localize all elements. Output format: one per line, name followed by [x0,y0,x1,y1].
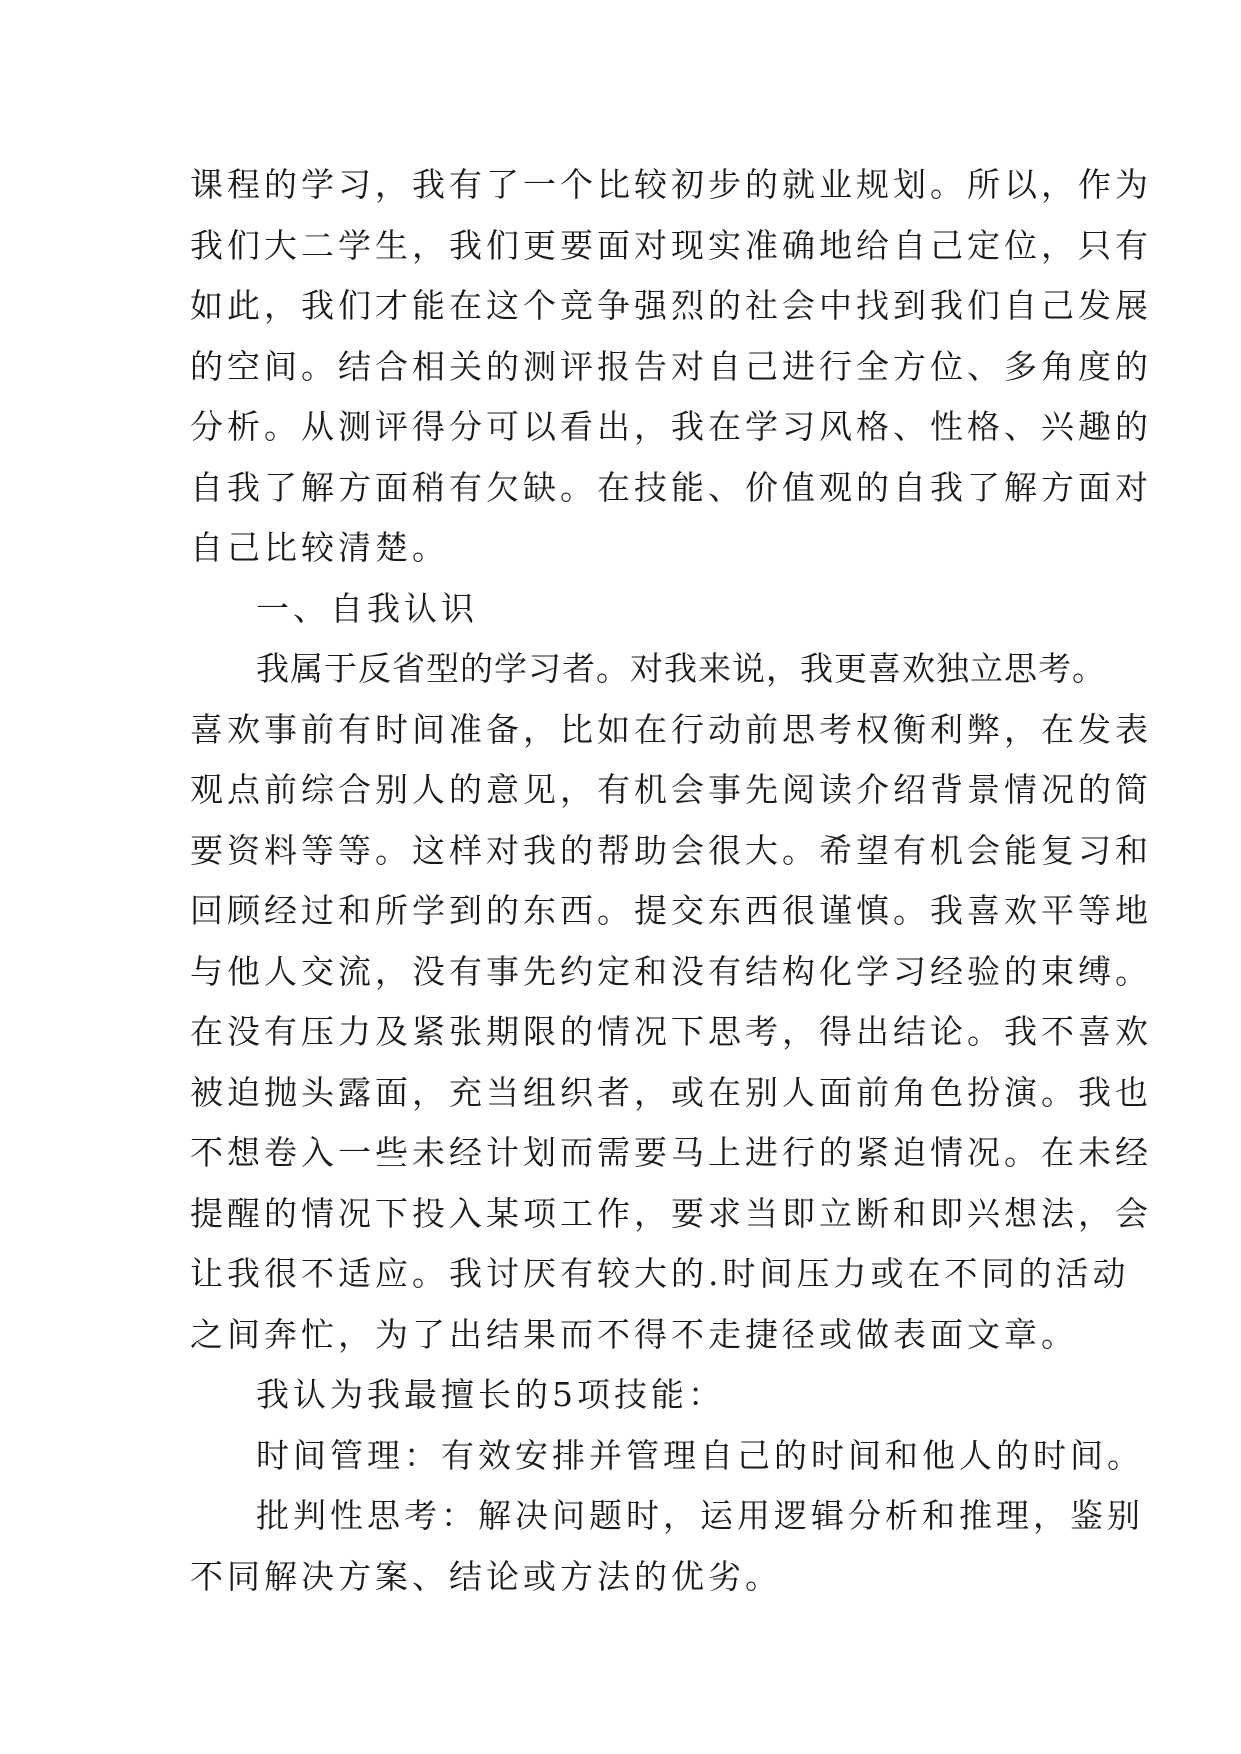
text-line: 不想卷入一些未经计划而需要马上进行的紧迫情况。在未经 [190,1133,1152,1172]
text-line: 课程的学习，我有了一个比较初步的就业规划。所以，作为 [190,165,1152,204]
text-line: 的空间。结合相关的测评报告对自己进行全方位、多角度的 [190,346,1152,386]
text-line: 让我很不适应。我讨厌有较大的.时间压力或在不同的活动 [190,1254,1130,1293]
text-line: 自己比较清楚。 [190,528,449,567]
text-line: 喜欢事前有时间准备，比如在行动前思考权衡利弊，在发表 [190,709,1152,749]
text-line: 自我了解方面稍有欠缺。在技能、价值观的自我了解方面对 [190,467,1152,507]
text-line: 回顾经过和所学到的东西。提交东西很谨慎。我喜欢平等地 [190,891,1152,930]
text-line: 与他人交流，没有事先约定和没有结构化学习经验的束缚。 [190,951,1152,991]
paragraph-first-line: 我属于反省型的学习者。对我来说，我更喜欢独立思考。 [256,649,1106,688]
text-line: 分析。从测评得分可以看出，我在学习风格、性格、兴趣的 [190,407,1152,446]
text-line: 观点前综合别人的意见，有机会事先阅读介绍背景情况的简 [190,770,1152,809]
text-line: 提醒的情况下投入某项工作，要求当即立断和即兴想法，会 [190,1193,1152,1233]
skill-item: 批判性思考：解决问题时，运用逻辑分析和推理，鉴别 [256,1496,1144,1535]
paragraph-first-line: 我认为我最擅长的5项技能： [256,1375,725,1414]
text-line: 如此，我们才能在这个竞争强烈的社会中找到我们自己发展 [190,286,1152,325]
text-line: 我们大二学生，我们更要面对现实准确地给自己定位，只有 [190,225,1152,265]
document-body [190,155,1152,1607]
skill-item: 时间管理：有效安排并管理自己的时间和他人的时间。 [256,1435,1144,1475]
text-line: 要资料等等。这样对我的帮助会很大。希望有机会能复习和 [190,830,1152,870]
text-line: 不同解决方案、结论或方法的优劣。 [190,1556,782,1596]
text-line: 之间奔忙，为了出结果而不得不走捷径或做表面文章。 [190,1314,1078,1354]
text-line: 被迫抛头露面，充当组织者，或在别人面前角色扮演。我也 [190,1072,1152,1112]
section-heading: 一、自我认识 [256,588,478,628]
text-line: 在没有压力及紧张期限的情况下思考，得出结论。我不喜欢 [190,1012,1152,1051]
